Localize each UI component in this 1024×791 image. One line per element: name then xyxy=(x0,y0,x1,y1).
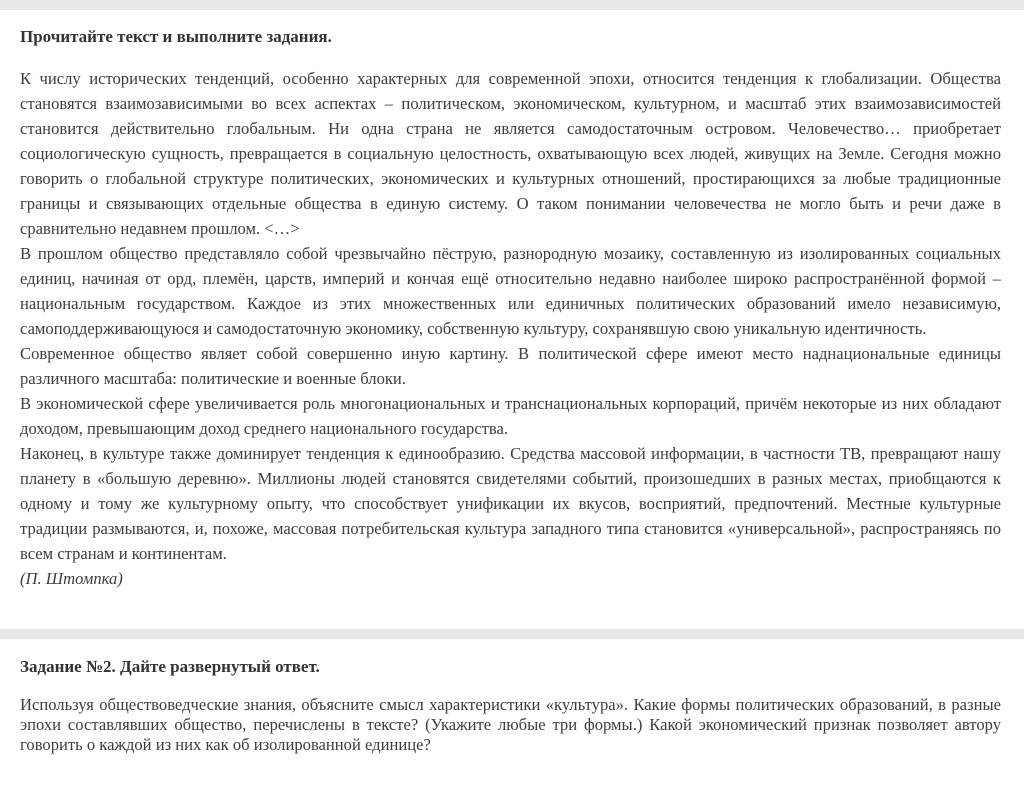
passage-paragraph: В прошлом общество представляло собой чрезвычайно пёструю, разнородную мозаику, составленную из изолированных социальных единиц, начиная от орд, племён, царств, империй и кончая ещё относительно недавно наиболее широко распространённой формой – национальным государством. Каждое из этих множественных или единичных политических образований имело независимую, самоподдерживающуюся и самодостаточную экономику, собственную культуру, сохранявшую свою уникальную идентичность. xyxy=(20,244,1001,338)
passage-paragraph: Наконец, в культуре также доминирует тенденция к единообразию. Средства массовой информации, в частности ТВ, превращают нашу планету в «большую деревню». Миллионы людей становятся свидетелями событий, произошедших в разных местах, приобщаются к одному и тому же культурному опыту, что способствует унификации их вкусов, восприятий, предпочтений. Местные культурные традиции размываются, и, похоже, массовая потребительская культура западного типа становится «универсальной», распространяясь по всем странам и континентам. xyxy=(20,444,1001,563)
reading-instruction-heading: Прочитайте текст и выполните задания. xyxy=(20,27,332,46)
passage-paragraph: В экономической сфере увеличивается роль многонациональных и транснациональных корпораций, причём некоторые из них обладают доходом, превышающим доход среднего национального государства. xyxy=(20,394,1001,438)
task-heading: Задание №2. Дайте развернутый ответ. xyxy=(20,657,320,676)
top-divider xyxy=(0,0,1024,10)
passage-paragraph: Современное общество являет собой совершенно иную картину. В политической сфере имеют место наднациональные единицы различного масштаба: политические и военные блоки. xyxy=(20,344,1001,388)
passage-author: (П. Штомпка) xyxy=(20,569,123,588)
passage-paragraph: К числу исторических тенденций, особенно характерных для современной эпохи, относится тенденция к глобализации. Общества становятся взаимозависимыми во всех аспектах – политическом, экономическом, культурном, и масштаб этих взаимозависимостей становится действительно глобальным. Ни одна страна не является самодостаточным островом. Человечество… приобретает социологическую сущность, превращается в социальную целостность, охватывающую всех людей, живущих на Земле. Сегодня можно говорить о глобальной структуре политических, экономических и культурных отношений, простирающихся за любые традиционные границы и связывающих отдельные общества в единую систему. О таком понимании человечества не могло быть и речи даже в сравнительно недавнем прошлом. <…> xyxy=(20,69,1001,238)
task-question: Используя обществоведческие знания, объясните смысл характеристики «культура». Какие формы политических образований, в разные эпохи составлявших общество, перечислены в тексте? (Укажите любые три формы.) Какой экономический признак позволяет автору говорить о каждой из них как об изолированной единице? xyxy=(20,695,1001,754)
section-divider xyxy=(0,629,1024,639)
reading-passage xyxy=(20,66,1001,591)
